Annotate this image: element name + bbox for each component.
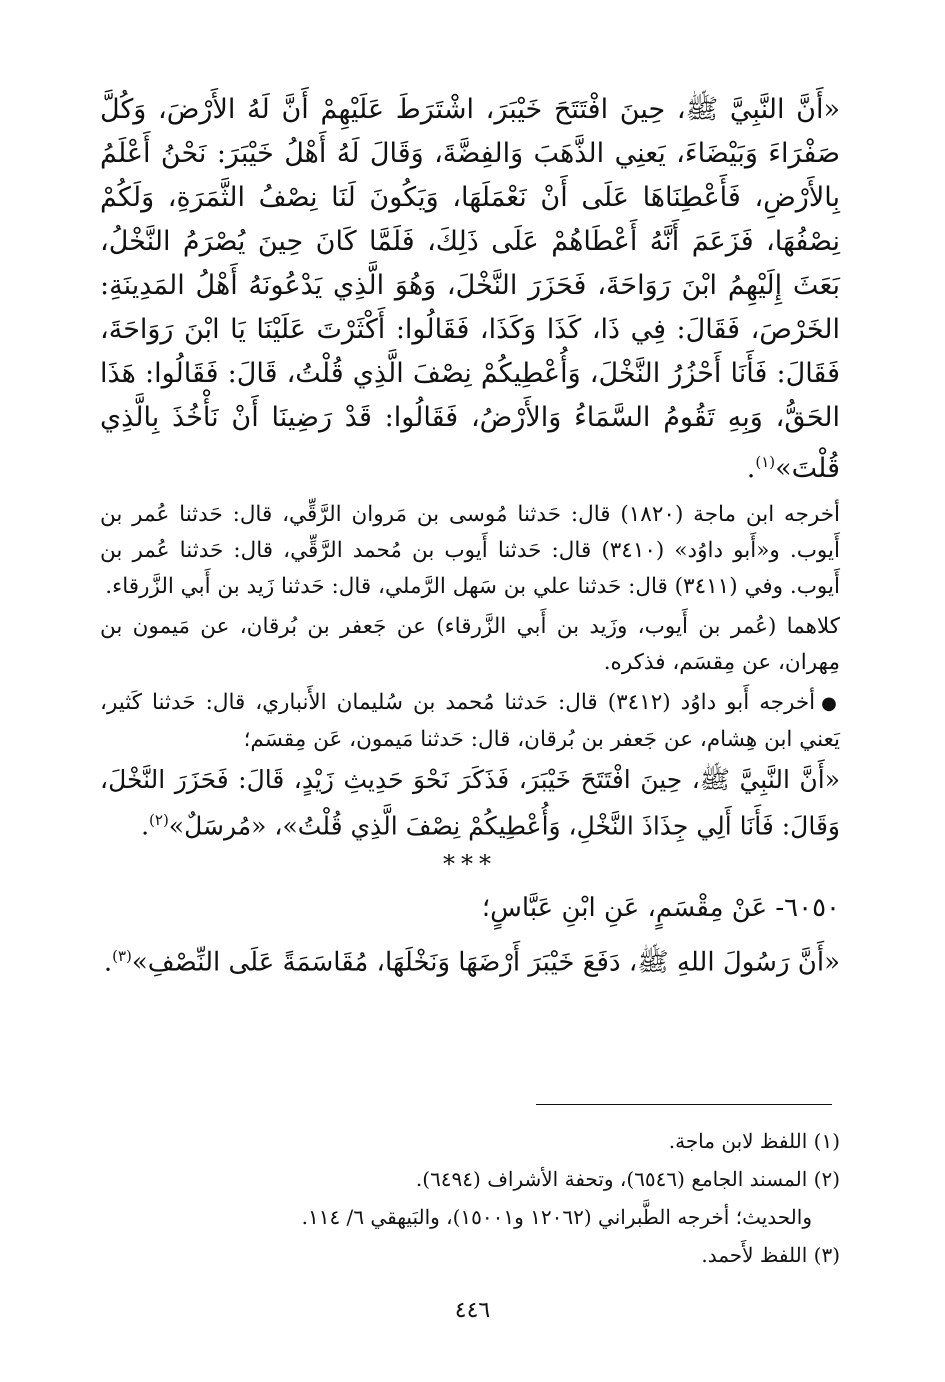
footnote-1: (١) اللفظ لابن ماجة. (668, 1129, 840, 1153)
footnote-3: (٣) اللفظ لأَحمد. (701, 1243, 840, 1267)
takhrij-paragraph-3 (100, 685, 840, 758)
takhrij-paragraph-3-text: أخرجه أَبو داوُد (٣٤١٢) قال: حَدثنا مُحمد بن سُليمان الأَنباري، قال: حَدثنا كَثير، يَعني ابن هِشام، عن جَعفر بن بُرقان، قال: حَدثنا مَيمون، عَن مِقسَم؛ (100, 690, 840, 752)
hadith-6050 (100, 934, 840, 985)
footnotes (100, 1122, 840, 1274)
footnote-ref-2[interactable]: (٢) (149, 811, 169, 829)
takhrij-paragraph-2: كلاهما (عُمر بن أَيوب، وزَيد بن أَبي الزَّرقاء) عن جَعفر بن بُرقان، عن مَيمون بن مِهران، عن مِقسَم، فذكره. (100, 614, 840, 675)
hadith-main-end: . (746, 453, 756, 484)
hadith-main (100, 88, 840, 491)
hadith-6050-text: «أَنَّ رَسُولَ اللهِ ﷺ، دَفَعَ خَيْبَرَ أَرْضَهَا وَنَخْلَهَا، مُقَاسَمَةً عَلَى النِّصْفِ» (131, 947, 840, 978)
hadith-6050-header: ٦٠٥٠- عَنْ مِقْسَمٍ، عَنِ ابْنِ عَبَّاسٍ؛ (481, 893, 840, 924)
hadith-mursal (100, 760, 840, 846)
hadith-6050-end: . (103, 947, 113, 978)
bullet-icon: ● (821, 693, 841, 714)
hadith-mursal-text: «أَنَّ النَّبِيَّ ﷺ، حِينَ افْتَتَحَ خَيْبَرَ، فَذَكَرَ نَحْوَ حَدِيثِ زَيْدٍ، قَالَ: فَحَزَرَ النَّخْلَ، وَقَالَ: فَأَنَا أَلِي جِذَاذَ النَّخْلِ، وَأُعْطِيكُمْ نِصْفَ الَّذِي قُلْتُ»، «مُرسَلٌ» (100, 765, 840, 841)
footnote-2-continued: والحديث؛ أخرجه الطَّبراني (١٢٠٦٢ و١٥٠٠١)، والبَيهقي ٦/ ١١٤. (301, 1205, 812, 1229)
hadith-main-text: «أَنَّ النَّبِيَّ ﷺ، حِينَ افْتَتَحَ خَيْبَرَ، اشْتَرَطَ عَلَيْهِمْ أَنَّ لَهُ الأَرْضَ، وَكُلَّ صَفْرَاءَ وَبَيْضَاءَ، يَعنِي الذَّهَبَ وَالفِضَّةَ، وَقَالَ لَهُ أَهْلُ خَيْبَرَ: نَحْنُ أَعْلَمُ بِالأَرْضِ، فَأَعْطِنَاهَا عَلَى أَنْ نَعْمَلَهَا، وَيَكُونَ لَنَا نِصْفُ الثَّمَرَةِ، وَلَكُمْ نِصْفُهَا، فَزَعَمَ أَنَّهُ أَعْطَاهُمْ عَلَى ذَلِكَ، فَلَمَّا كَانَ حِينَ يُصْرَمُ النَّخْلُ، بَعَثَ إِلَيْهِمُ ابْنَ رَوَاحَةَ، فَحَزَرَ النَّخْلَ، وَهُوَ الَّذِي يَدْعُونَهُ أَهْلُ المَدِينَةِ: الخَرْصَ، فَقَالَ: فِي ذَا، كَذَا وَكَذَا، فَقَالُوا: أَكْثَرْتَ عَلَيْنَا يَا ابْنَ رَوَاحَةَ، فَقَالَ: فَأَنَا أَحْزُرُ النَّخْلَ، وَأُعْطِيكُمْ نِصْفَ الَّذِي قُلْتُ، قَالَ: فَقَالُوا: هَذَا الحَقُّ، وَبِهِ تَقُومُ السَّمَاءُ وَالأَرْضُ، فَقَالُوا: قَدْ رَضِينَا أَنْ نَأْخُذَ بِالَّذِي قُلْتَ» (100, 94, 840, 484)
page-body (100, 88, 840, 985)
footnote-ref-3[interactable]: (٣) (112, 947, 132, 966)
footnote-2: (٢) المسند الجامع (٦٥٤٦)، وتحفة الأشراف (٦٤٩٤). (415, 1167, 840, 1191)
page-number: ٤٤٦ (454, 1298, 491, 1323)
footnote-divider (536, 1104, 832, 1105)
footnote-ref-1[interactable]: (١) (755, 453, 776, 471)
section-separator: *** (443, 850, 497, 879)
takhrij-paragraph-1: أخرجه ابن ماجة (١٨٢٠) قال: حَدثنا مُوسى بن مَروان الرَّقِّي، قال: حَدثنا عُمر بن أَيوب. و«أَبو داوُد» (٣٤١٠) قال: حَدثنا أَيوب بن مُحمد الرَّقِّي، قال: حَدثنا عُمر بن أَيوب. وفي (٣٤١١) قال: حَدثنا علي بن سَهل الرَّملي، قال: حَدثنا زَيد بن أَبي الزَّرقاء. (100, 502, 841, 599)
hadith-mursal-end: . (141, 811, 150, 841)
